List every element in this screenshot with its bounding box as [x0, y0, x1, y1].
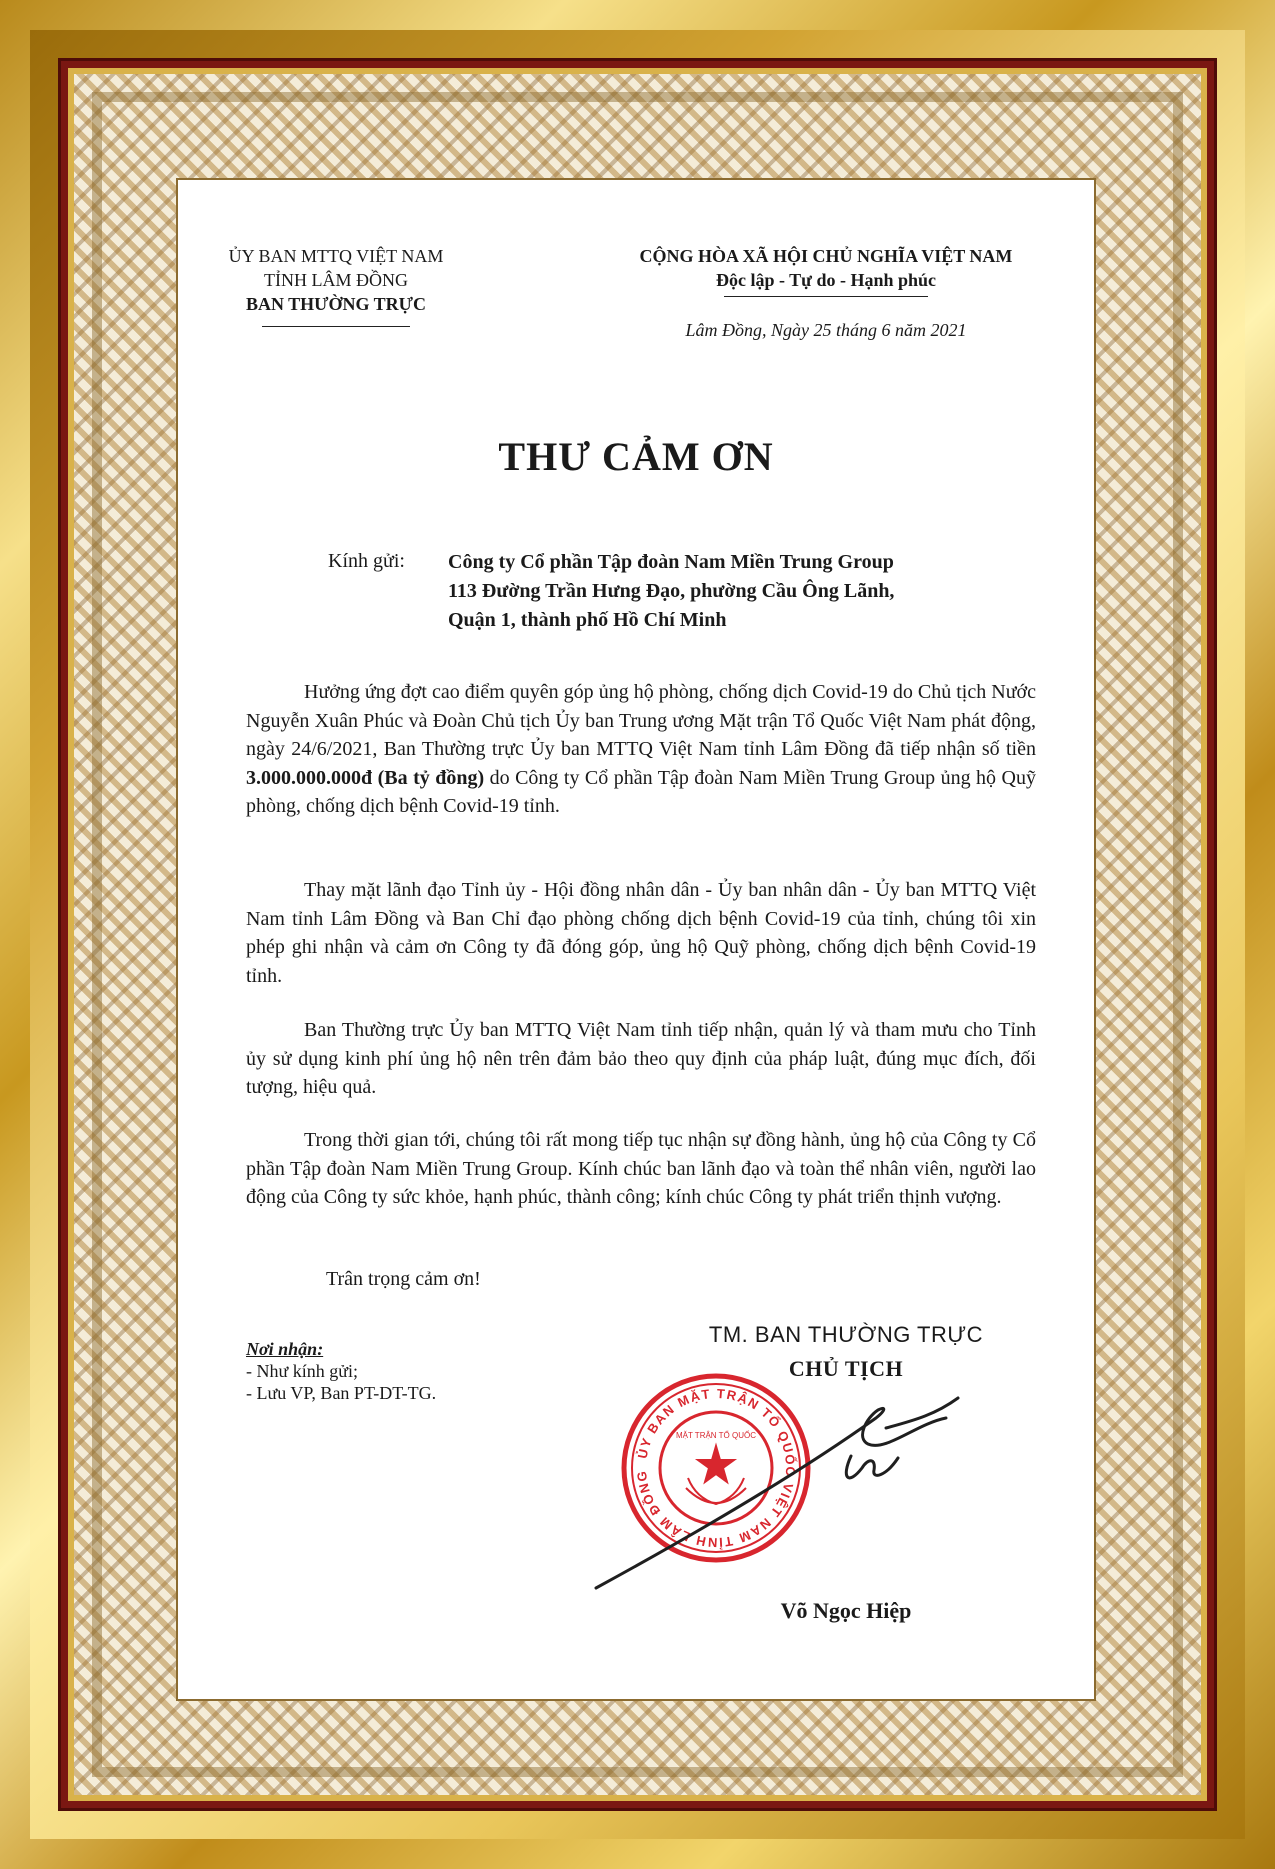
- signatory-name: Võ Ngọc Hiệp: [780, 1598, 912, 1623]
- recipient-line-1: Công ty Cổ phần Tập đoàn Nam Miền Trung Group: [448, 551, 894, 573]
- letter-document: [176, 178, 1096, 1701]
- handwritten-signature: [586, 1358, 966, 1598]
- national-motto-line-2: Độc lập - Tự do - Hạnh phúc: [715, 270, 937, 290]
- issuer-line-2: TỈNH LÂM ĐỒNG: [264, 270, 408, 290]
- recipient-line-2: 113 Đường Trần Hưng Đạo, phường Cầu Ông Lãnh,: [448, 580, 895, 602]
- issuer-underline: [262, 326, 410, 327]
- seal-outer-text: ỦY BAN MẶT TRẬN TỔ QUỐC VIỆT NAM TỈNH LÂM ĐỒNG: [633, 1385, 799, 1551]
- seal-inner-text: MẶT TRẬN TỔ QUỐC: [675, 1431, 757, 1440]
- national-underline: [724, 296, 928, 297]
- issuer-line-1: ỦY BAN MTTQ VIỆT NAM: [228, 246, 444, 266]
- recipient-line-3: Quận 1, thành phố Hồ Chí Minh: [448, 609, 727, 631]
- letter-title: THƯ CẢM ƠN: [498, 434, 774, 479]
- paragraph-1-tail: do Công ty Cổ phần Tập đoàn Nam Miền Trung Group ủng hộ Quỹ phòng, chống dịch bệnh Covid-19 tỉnh.: [246, 766, 1036, 817]
- recipient-label: Kính gửi:: [328, 550, 405, 572]
- distribution-list: [246, 1338, 436, 1404]
- issuer-line-3: BAN THƯỜNG TRỰC: [245, 294, 427, 314]
- distribution-title: Nơi nhận:: [246, 1339, 324, 1359]
- paragraph-4: Trong thời gian tới, chúng tôi rất mong tiếp tục nhận sự đồng hành, ủng hộ của Công ty Cổ phần Tập đoàn Nam Miền Trung Group. Kính chúc ban lãnh đạo và toàn thể nhân viên, người lao động của Công ty sức khỏe, hạnh phúc, thành công; kính chúc Công ty phát triển thịnh vượng.: [246, 1129, 1036, 1208]
- paragraph-1-text: Hưởng ứng đợt cao điểm quyên góp ủng hộ phòng, chống dịch Covid-19 do Chủ tịch Nước Nguyễn Xuân Phúc và Đoàn Chủ tịch Ủy ban Trung ương Mặt trận Tổ Quốc Việt Nam phát động, ngày 24/6/2021, Ban Thường trực Ủy ban MTTQ Việt Nam tỉnh Lâm Đồng đã tiếp nhận số tiền: [246, 681, 1036, 760]
- paragraph-1: [246, 678, 1036, 821]
- paragraph-2: Thay mặt lãnh đạo Tỉnh ủy - Hội đồng nhân dân - Ủy ban nhân dân - Ủy ban MTTQ Việt Nam tỉnh Lâm Đồng và Ban Chỉ đạo phòng chống dịch bệnh Covid-19 của tỉnh, chúng tôi xin phép ghi nhận và cảm ơn Công ty đã đóng góp, ủng hộ Quỹ phòng, chống dịch bệnh Covid-19 tỉnh.: [246, 879, 1036, 987]
- closing-line: Trân trọng cảm ơn!: [326, 1268, 481, 1290]
- letter-date: Lâm Đồng, Ngày 25 tháng 6 năm 2021: [685, 320, 967, 340]
- national-header: [556, 244, 1096, 292]
- recipient-address: [448, 548, 894, 635]
- distribution-item-2: - Lưu VP, Ban PT-DT-TG.: [246, 1383, 437, 1403]
- national-motto-line-1: CỘNG HÒA XÃ HỘI CHỦ NGHĨA VIỆT NAM: [639, 246, 1013, 266]
- paragraph-3: Ban Thường trực Ủy ban MTTQ Việt Nam tỉnh tiếp nhận, quản lý và tham mưu cho Tỉnh ủy sử dụng kinh phí ủng hộ nên trên đảm bảo theo quy định của pháp luật, đúng mục đích, đối tượng, hiệu quả.: [246, 1019, 1036, 1098]
- signatory-position: CHỦ TỊCH: [788, 1356, 904, 1381]
- signatory-title: TM. BAN THƯỜNG TRỰC: [708, 1322, 984, 1347]
- distribution-item-1: - Như kính gửi;: [246, 1361, 359, 1381]
- donation-amount: 3.000.000.000đ (Ba tỷ đồng): [246, 766, 485, 789]
- issuer-header: [186, 244, 486, 316]
